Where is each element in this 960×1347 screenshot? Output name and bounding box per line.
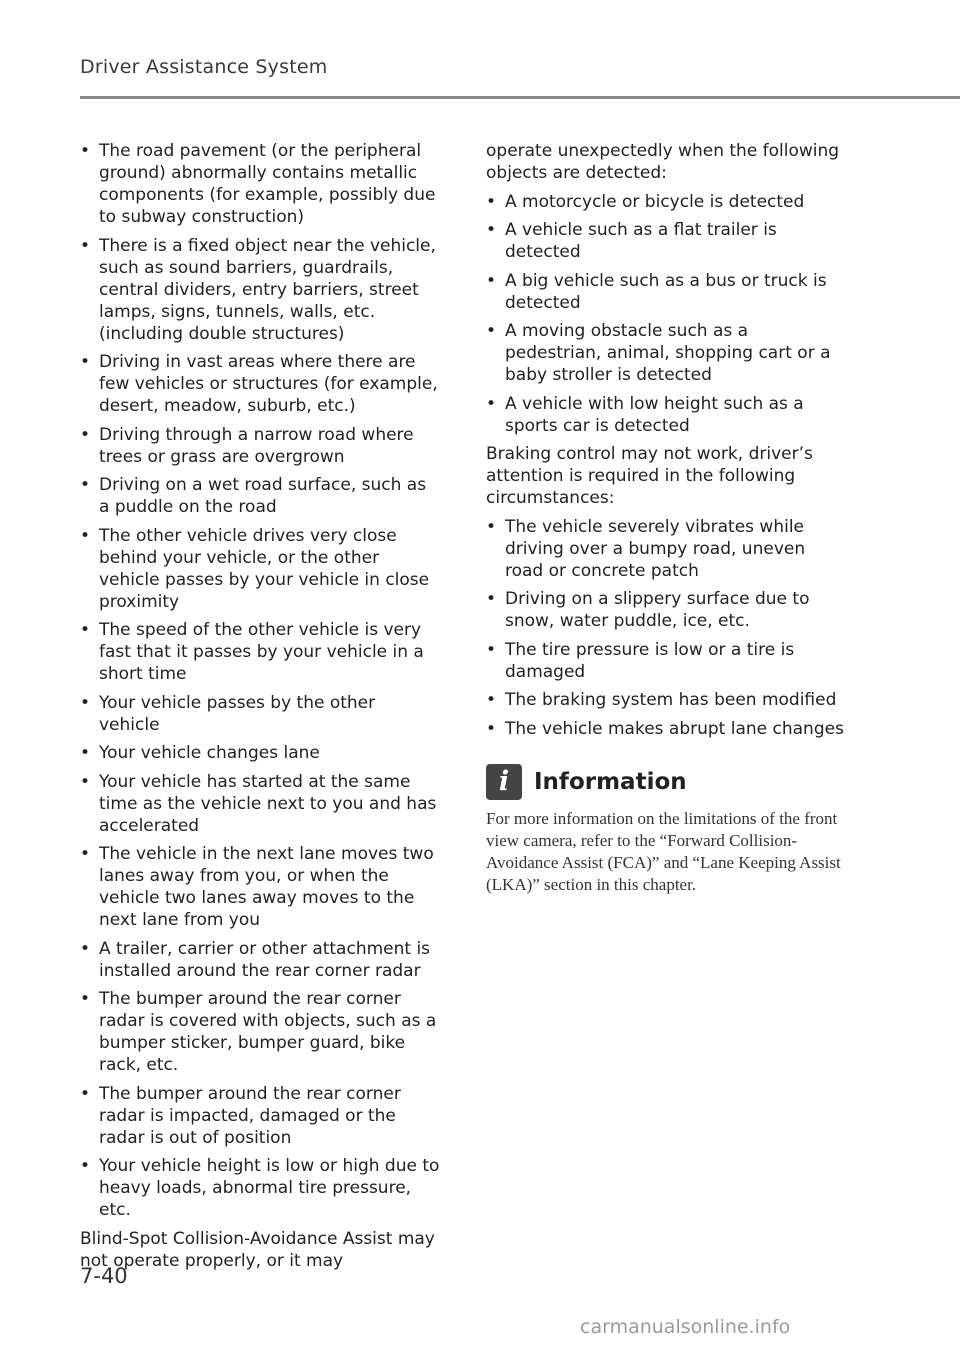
list-item-text: The bumper around the rear corner radar is covered with objects, such as a bumper sticker, bumper guard, bike rack, etc. — [99, 989, 437, 1075]
header-divider — [80, 96, 960, 99]
list-item-text: The road pavement (or the peripheral ground) abnormally contains metallic components (for example, possibly due to subway construction) — [99, 141, 436, 227]
list-item-text: A motorcycle or bicycle is detected — [505, 191, 805, 212]
list-item-text: Your vehicle changes lane — [99, 743, 320, 763]
bullet-icon: • — [80, 989, 91, 1009]
list-item — [486, 516, 846, 582]
list-item — [80, 424, 440, 468]
list-item-text: A big vehicle such as a bus or truck is detected — [505, 270, 827, 313]
bullet-icon: • — [80, 771, 91, 792]
bullet-icon: • — [486, 718, 497, 739]
list-item-text: Your vehicle height is low or high due to heavy loads, abnormal tire pressure, etc. — [99, 1156, 440, 1220]
list-item — [80, 843, 440, 931]
bullet-icon: • — [486, 639, 497, 660]
braking-paragraph: Braking control may not work, driver’s attention is required in the following circumstances: — [486, 444, 813, 508]
left-bullet-list — [80, 140, 440, 1221]
list-item — [80, 525, 440, 613]
bullet-icon: • — [486, 393, 497, 414]
list-item — [486, 588, 846, 632]
bullet-icon: • — [80, 141, 91, 161]
bullet-icon: • — [80, 475, 91, 495]
list-item — [486, 718, 846, 740]
list-item-text: The braking system has been modified — [505, 690, 837, 710]
bullet-icon: • — [486, 690, 497, 710]
detected-bullet-list — [486, 191, 846, 437]
list-item-text: Your vehicle has started at the same time as the vehicle next to you and has accelerated — [99, 771, 437, 836]
watermark-text: carmanualsonline.info — [580, 1316, 791, 1338]
bullet-icon: • — [80, 424, 91, 445]
list-item — [80, 1155, 440, 1221]
list-item-text: Your vehicle passes by the other vehicle — [99, 692, 376, 735]
bullet-icon: • — [80, 620, 91, 640]
list-item — [486, 393, 846, 437]
list-item-text: Driving in vast areas where there are few vehicles or structures (for example, desert, meadow, suburb, etc.) — [99, 352, 438, 416]
information-box — [486, 764, 846, 896]
list-item — [80, 140, 440, 228]
information-header — [486, 764, 846, 800]
list-item — [80, 692, 440, 736]
list-item-text: Driving on a wet road surface, such as a puddle on the road — [99, 475, 427, 517]
bullet-icon: • — [486, 589, 497, 609]
bullet-icon: • — [80, 743, 91, 763]
information-icon-glyph: i — [498, 765, 510, 797]
list-item-text: The vehicle severely vibrates while driving over a bumpy road, uneven road or concrete patch — [505, 516, 806, 581]
bullet-icon: • — [486, 321, 497, 341]
list-item-text: A moving obstacle such as a pedestrian, animal, shopping cart or a baby stroller is detected — [505, 321, 831, 385]
information-title: Information — [534, 768, 687, 795]
bullet-icon: • — [486, 516, 497, 537]
list-item-text: The other vehicle drives very close behind your vehicle, or the other vehicle passes by your vehicle in close proximity — [99, 525, 430, 612]
braking-bullet-list — [486, 516, 846, 740]
list-item — [80, 988, 440, 1076]
list-item-text: Driving on a slippery surface due to snow, water puddle, ice, etc. — [505, 589, 810, 631]
list-item — [486, 639, 846, 683]
list-item-text: The speed of the other vehicle is very fast that it passes by your vehicle in a short time — [99, 620, 424, 684]
list-item — [80, 235, 440, 345]
bullet-icon: • — [80, 938, 91, 959]
list-item — [80, 1083, 440, 1149]
list-item-text: The tire pressure is low or a tire is damaged — [505, 639, 795, 682]
bullet-icon: • — [486, 220, 497, 240]
list-item-text: There is a fixed object near the vehicle, such as sound barriers, guardrails, central dividers, entry barriers, street lamps, signs, tunnels, walls, etc. (including double structures) — [99, 235, 436, 344]
list-item — [80, 938, 440, 982]
page-number: 7-40 — [80, 1264, 128, 1288]
right-column — [486, 140, 846, 896]
list-item — [80, 771, 440, 837]
bullet-icon: • — [80, 525, 91, 546]
list-item-text: A vehicle with low height such as a sports car is detected — [505, 393, 804, 436]
list-item — [80, 351, 440, 417]
intro-paragraph: operate unexpectedly when the following objects are detected: — [486, 141, 840, 183]
list-item — [80, 474, 440, 518]
closing-paragraph: Blind-Spot Collision-Avoidance Assist may not operate properly, or it may — [80, 1228, 435, 1271]
list-item-text: A vehicle such as a flat trailer is detected — [505, 220, 777, 262]
list-item — [486, 191, 846, 213]
list-item-text: The bumper around the rear corner radar is impacted, damaged or the radar is out of position — [99, 1083, 401, 1148]
bullet-icon: • — [80, 692, 91, 713]
list-item — [80, 742, 440, 764]
left-column — [80, 140, 440, 1278]
list-item-text: A trailer, carrier or other attachment is installed around the rear corner radar — [99, 938, 431, 981]
bullet-icon: • — [486, 270, 497, 291]
bullet-icon: • — [80, 235, 91, 256]
bullet-icon: • — [80, 352, 91, 372]
list-item-text: The vehicle in the next lane moves two lanes away from you, or when the vehicle two lanes away moves to the next lane from you — [99, 844, 434, 930]
bullet-icon: • — [80, 1156, 91, 1176]
page-header-title: Driver Assistance System — [80, 56, 328, 78]
list-item-text: The vehicle makes abrupt lane changes — [505, 718, 844, 739]
list-item — [486, 270, 846, 314]
bullet-icon: • — [486, 191, 497, 212]
list-item — [486, 320, 846, 386]
list-item-text: Driving through a narrow road where trees or grass are overgrown — [99, 424, 414, 467]
list-item — [486, 219, 846, 263]
bullet-icon: • — [80, 844, 91, 864]
list-item — [486, 689, 846, 711]
list-item — [80, 619, 440, 685]
information-text: For more information on the limitations of the front view camera, refer to the “Forward Collision-Avoidance Assist (FCA)” and “Lane Keeping Assist (LKA)” section in this chapter. — [486, 808, 841, 894]
information-icon — [486, 764, 522, 800]
bullet-icon: • — [80, 1083, 91, 1104]
